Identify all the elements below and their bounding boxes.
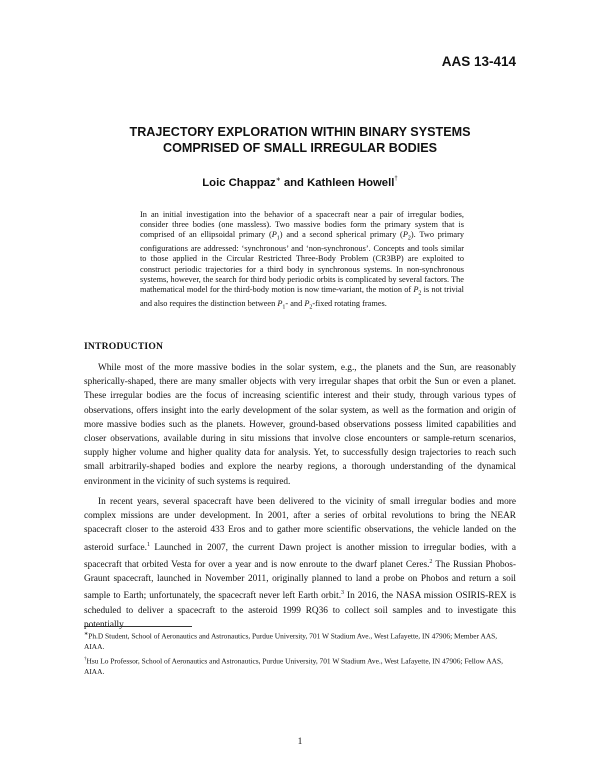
footnote-text: Hsu Lo Professor, School of Aeronautics and Astronautics, Purdue University, 701 W Stadium Ave., West Lafayette, IN 47906; Fellow AAS, AIAA. (84, 656, 503, 677)
abstract-text: -fixed rotating frames. (312, 298, 387, 308)
abstract-text: ). Two primary configurations are addressed: ‘synchronous’ and ‘non-synchronous’. Concepts and tools similar to those applied in the Circular Restricted Three-Body Problem (CR3BP) are exploited to construct periodic trajectories for a third body in synchronous systems. In non-synchronous systems, however, the search for third body periodic orbits is complicated by several factors. The mathematical model for the third-body motion is now time-variant, the motion of (140, 230, 464, 295)
abstract-text: In an initial investigation into the behavior of a spacecraft near a pair of irregular bodies, consider three bodies (one massless). Two massive bodies form the primary system that is comprised of an ellipsoidal primary ( (140, 210, 464, 240)
author-name: Kathleen Howell (307, 177, 395, 189)
footnote-text: Ph.D Student, School of Aeronautics and Astronautics, Purdue University, 701 W Stadium Ave., West Lafayette, IN 47906; Member AAS, AIAA. (84, 631, 498, 651)
math-symbol: P (402, 230, 408, 240)
math-symbol: P (271, 230, 277, 240)
footnote-2 (84, 655, 516, 677)
paragraph-segment: Launched in 2007, the current Dawn project is another mission to irregular bodies, with a spacecraft that orbited Vesta for over a year and is now enroute to the dwarf planet Ceres. (84, 542, 516, 570)
paragraph-segment: The Russian Phobos-Graunt spacecraft, launched in November 2011, originally planned to land a probe on Phobos and return a soil sample to Earth; unfortunately, the spacecraft never left Earth orbit. (84, 560, 516, 602)
footnote-rule (84, 626, 192, 627)
abstract (140, 210, 464, 313)
title-line-1: TRAJECTORY EXPLORATION WITHIN BINARY SYSTEMS (129, 125, 471, 139)
citation-ref: 2 (429, 558, 433, 565)
math-symbol: P (304, 298, 310, 308)
abstract-text: - and (285, 298, 305, 308)
paper-title (0, 124, 600, 156)
intro-paragraph-1 (84, 361, 516, 489)
abstract-text: ) and a second spherical primary ( (279, 230, 403, 240)
report-number: AAS 13-414 (441, 54, 516, 69)
math-subscript: 2 (407, 236, 411, 243)
citation-ref: 1 (147, 541, 150, 548)
abstract-text: is not trivial and also requires the distinction between (140, 285, 464, 308)
title-line-2: COMPRISED OF SMALL IRREGULAR BODIES (162, 141, 438, 155)
footnote-mark: † (84, 657, 87, 663)
intro-paragraph-2 (84, 495, 516, 632)
math-subscript: 1 (282, 304, 286, 311)
author-footnote-mark: † (394, 176, 398, 182)
section-heading: INTRODUCTION (84, 341, 164, 352)
footnote-mark: ∗ (84, 632, 89, 637)
footnote-1 (84, 630, 516, 652)
math-subscript: 2 (418, 290, 422, 297)
math-subscript: 1 (276, 236, 280, 243)
page-number: 1 (297, 737, 303, 747)
author-conjunction: and (280, 177, 308, 189)
citation-ref: 3 (341, 590, 345, 597)
author-footnote-mark: ∗ (275, 177, 281, 183)
math-symbol: P (277, 298, 283, 308)
author-name: Loic Chappaz (202, 177, 276, 189)
math-subscript: 2 (309, 304, 313, 311)
math-symbol: P (413, 285, 419, 295)
paragraph-text (84, 495, 516, 632)
author-line (0, 177, 600, 189)
paragraph-segment: In 2016, the NASA mission OSIRIS-REX is scheduled to deliver a spacecraft to the asteroid 1999 RQ36 to collect soil samples and to investigate this potentially (84, 591, 517, 630)
footnotes (84, 626, 516, 681)
paragraph-segment: In recent years, several spacecraft have been delivered to the vicinity of small irregular bodies and more complex missions are under development. In 2001, after a series of orbital revolutions to bring the NEAR spacecraft closer to the asteroid 433 Eros and to gather more scientific observations, the vehicle landed on the asteroid surface. (84, 497, 516, 553)
paragraph-text: While most of the more massive bodies in the solar system, e.g., the planets and the Sun, are reasonably spherically-shaped, there are many smaller objects with very irregular shapes that orbit the Sun or even a planet. These irregular bodies are the focus of increasing scientific interest and their study, through various types of observations, offers insight into the early development of the solar system, as well as the formation and origin of more massive bodies such as the planets. However, ground-based observations possess limited capabilities and closer observations, available during in situ missions that involve close encounters or sample-return scenarios, supply higher volume and higher quality data for analysis. Yet, to successfully design trajectories to reach such small arbitrarily-shaped bodies and explore the nearby regions, a thorough understanding of the dynamical environment in the vicinity of such systems is required. (84, 363, 516, 487)
